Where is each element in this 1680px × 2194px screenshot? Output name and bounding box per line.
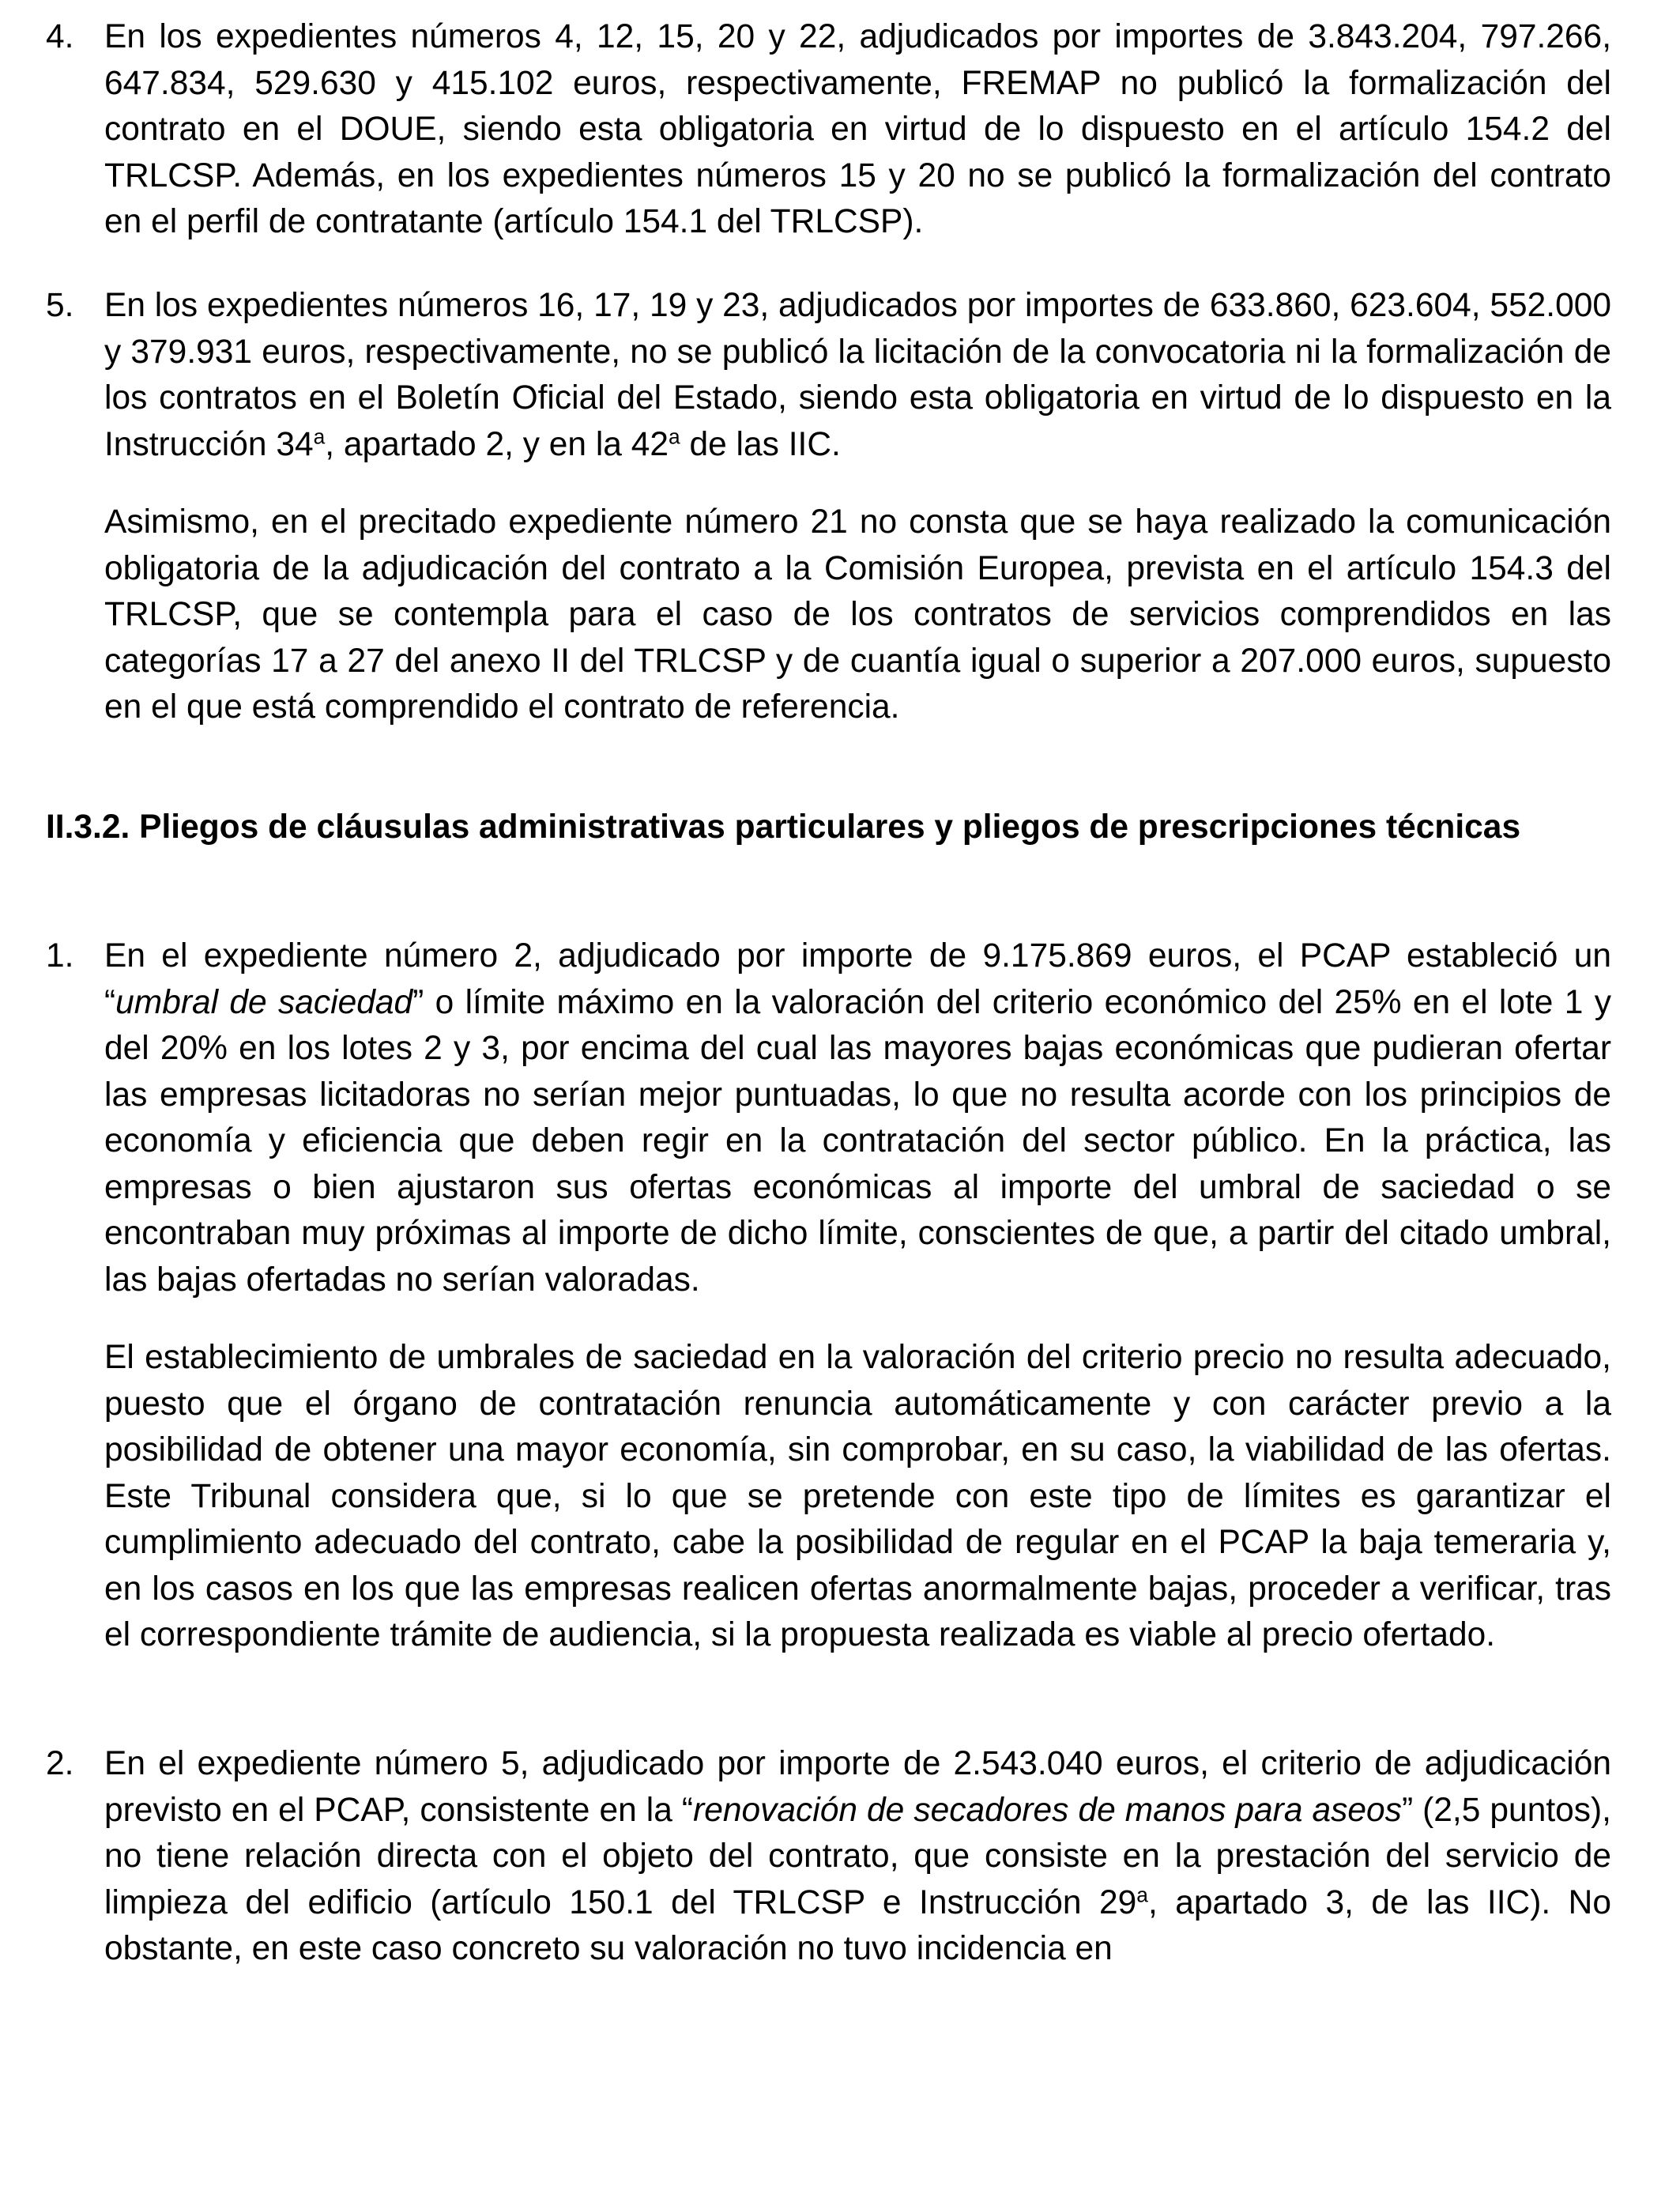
list-number: 2. [46,1745,74,1782]
list-item-paragraph: Asimismo, en el precitado expediente número 21 no consta que se haya realizado la comunicación obligatoria de la adjudicación del contrato a la Comisión Europea, prevista en el artículo 154.3 del TRLCSP, que se contempla para el caso de los contratos de servicios comprendidos en las categorías 17 a 27 del anexo II del TRLCSP y de cuantía igual o superior a 207.000 euros, supuesto en el que está comprendido el contrato de referencia. [104,503,1611,726]
list-number: 1. [46,937,74,974]
list-number: 5. [46,287,74,324]
section-heading: II.3.2. Pliegos de cláusulas administrativas particulares y pliegos de prescripciones técnicas [46,809,1521,846]
ordinal-superscript: a [669,424,680,449]
list-item-text: En el expediente número 2, adjudicado por importe de 9.175.869 euros, el PCAP estableció un “umbral de saciedad” o límite máximo en la valoración del criterio económico del 25% en el lote 1 y del 20% en los lotes 2 y 3, por encima del cual las mayores bajas económicas que pudieran ofertar las empresas licitadoras no serían mejor puntuadas, lo que no resulta acorde con los principios de economía y eficiencia que deben regir en la contratación del sector público. En la práctica, las empresas o bien ajustaron sus ofertas económicas al importe del umbral de saciedad o se encontraban muy próximas al importe de dicho límite, conscientes de que, a partir del citado umbral, las bajas ofertadas no serían valoradas. [104,937,1611,1299]
list-item-text: En los expedientes números 16, 17, 19 y 23, adjudicados por importes de 633.860, 623.604, 552.000 y 379.931 euros, respectivamente, no se publicó la licitación de la convocatoria ni la formalización de los contratos en el Boletín Oficial del Estado, siendo esta obligatoria en virtud de lo dispuesto en la Instrucción 34$^a$, apartado 2, y en la 42$^a$ de las IIC. [104,287,1611,463]
ordinal-superscript: a [1136,1883,1148,1907]
list-item-text: En los expedientes números 4, 12, 15, 20 y 22, adjudicados por importes de 3.843.204, 797.266, 647.834, 529.630 y 415.102 euros, respectivamente, FREMAP no publicó la formalización del contrato en el DOUE, siendo esta obligatoria en virtud de lo dispuesto en el artículo 154.2 del TRLCSP. Además, en los expedientes números 15 y 20 no se publicó la formalización del contrato en el perfil de contratante (artículo 154.1 del TRLCSP). [104,18,1611,240]
list-item-paragraph: El establecimiento de umbrales de saciedad en la valoración del criterio precio no resulta adecuado, puesto que el órgano de contratación renuncia automáticamente y con carácter previo a la posibilidad de obtener una mayor economía, sin comprobar, en su caso, la viabilidad de las ofertas. Este Tribunal considera que, si lo que se pretende con este tipo de límites es garantizar el cumplimiento adecuado del contrato, cabe la posibilidad de regular en el PCAP la baja temeraria y, en los casos en los que las empresas realicen ofertas anormalmente bajas, proceder a verificar, tras el correspondiente trámite de audiencia, si la propuesta realizada es viable al precio ofertado. [104,1339,1611,1653]
quoted-term: renovación de secadores de manos para aseos [693,1791,1402,1829]
quoted-term: umbral de saciedad [115,983,413,1021]
list-item-text: En el expediente número 5, adjudicado por importe de 2.543.040 euros, el criterio de adjudicación previsto en el PCAP, consistente en la “renovación de secadores de manos para aseos” (2,5 puntos), no tiene relación directa con el objeto del contrato, que consiste en la prestación del servicio de limpieza del edificio (artículo 150.1 del TRLCSP e Instrucción 29$^a$, apartado 3, de las IIC). No obstante, en este caso concreto su valoración no tuvo incidencia en [104,1745,1611,1967]
ordinal-superscript: a [313,424,326,449]
list-number: 4. [46,18,74,55]
